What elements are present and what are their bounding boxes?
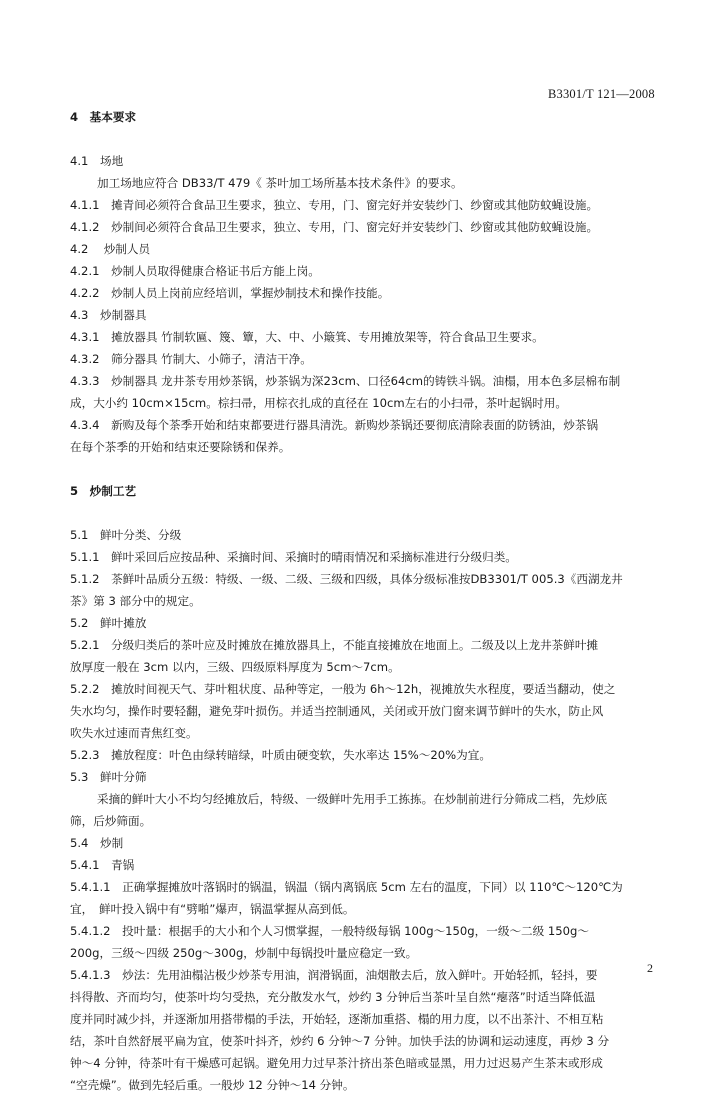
text-line: 5.4.1.1 正确掌握摊放叶落锅时的锅温，锅温（锅内离锅底 5cm 左右的温度，下同）以 110℃～120℃为 [70, 880, 623, 894]
text-line: 5.2.2 摊放时间视天气、芽叶粗状度、品种等定，一般为 6h～12h，视摊放失水程度，要适当翻动，使之 [70, 682, 616, 696]
text-line: 4.1.2 炒制间必须符合食品卫生要求，独立、专用，门、窗完好并安装纱门、纱窗或其他防蚊蝇设施。 [70, 220, 599, 234]
text-line: 加工场地应符合 DB33/T 479《 茶叶加工场所基本技术条件》的要求。 [97, 176, 463, 190]
text-line: 度并同时减少抖，并逐渐加用搭带榻的手法，开始轻，逐渐加重搭、榻的用力度，以不出茶汁、不相互粘 [70, 1012, 604, 1026]
spacer [70, 502, 660, 524]
text-line: 钟～4 分钟，待茶叶有干燥感可起锅。避免用力过早茶汁挤出茶色暗或显黑，用力过迟易产生茶末或形成 [70, 1056, 603, 1070]
text-line: 4.2 炒制人员 [70, 242, 151, 256]
text-line: 5.4.1.3 炒法：先用油榻沾极少炒茶专用油，润滑锅面，油烟散去后，放入鲜叶。开始轻抓，轻抖，要 [70, 968, 598, 982]
text-line: 采摘的鲜叶大小不均匀经摊放后，特级、一级鲜叶先用手工拣拣。在炒制前进行分筛成二档，先炒底 [97, 792, 608, 806]
text-line: 4.2.1 炒制人员取得健康合格证书后方能上岗。 [70, 264, 320, 278]
text-line: 5.1 鲜叶分类、分级 [70, 528, 182, 542]
spacer [70, 128, 660, 150]
text-line: 5.4.1 青锅 [70, 858, 135, 872]
text-line: 结，茶叶自然舒展平扁为宜，使茶叶抖齐，炒约 6 分钟～7 分钟。加快手法的协调和运动速度，再炒 3 分 [70, 1034, 610, 1048]
text-line: 抖得散、齐而均匀，使茶叶均匀受热，充分散发水气，炒约 3 分钟后当茶叶呈自然“瘪落”时适当降低温 [70, 990, 596, 1004]
section-heading: 5 炒制工艺 [70, 484, 137, 498]
text-line: 4.1 场地 [70, 154, 124, 168]
text-line: 5.2.3 摊放程度：叶色由绿转暗绿，叶质由硬变软，失水率达 15%～20%为宜。 [70, 748, 491, 762]
text-line: 4.3 炒制器具 [70, 308, 147, 322]
section-heading: 4 基本要求 [70, 110, 137, 124]
document-code: B3301/T 121—2008 [548, 87, 655, 101]
text-line: 200g，三级～四级 250g～300g，炒制中每锅投叶量应稳定一致。 [70, 946, 418, 960]
text-line: 成，大小约 10cm×15cm。棕扫帚，用棕衣扎成的直径在 10cm左右的小扫帚，茶叶起锅时用。 [70, 396, 567, 410]
text-line: 5.1.2 茶鲜叶品质分五级：特级、一级、二级、三级和四级，具体分级标准按DB3301/T 005.3《西湖龙井 [70, 572, 623, 586]
text-line: 吹失水过速而青焦红变。 [70, 726, 198, 740]
text-line: 5.2 鲜叶摊放 [70, 616, 147, 630]
text-line: 5.4.1.2 投叶量：根据手的大小和个人习惯掌握，一般特级每锅 100g～150g，一级～二级 150g～ [70, 924, 589, 938]
text-line: 茶》第 3 部分中的规定。 [70, 594, 201, 608]
document-body [70, 106, 660, 1096]
text-line: 筛，后炒筛面。 [70, 814, 152, 828]
text-line: 在每个茶季的开始和结束还要除锈和保养。 [70, 440, 291, 454]
text-line: 4.2.2 炒制人员上岗前应经培训，掌握炒制技术和操作技能。 [70, 286, 390, 300]
text-line: 5.2.1 分级归类后的茶叶应及时摊放在摊放器具上，不能直接摊放在地面上。二级及以上龙井茶鲜叶摊 [70, 638, 599, 652]
text-line: 放厚度一般在 3cm 以内，三级、四级原料厚度为 5cm～7cm。 [70, 660, 400, 674]
spacer [70, 458, 660, 480]
text-line: 4.3.4 新购及每个茶季开始和结束都要进行器具清洗。新购炒茶锅还要彻底清除表面的防锈油，炒茶锅 [70, 418, 599, 432]
text-line: 5.3 鲜叶分筛 [70, 770, 147, 784]
text-line: 5.1.1 鲜叶采回后应按品种、采摘时间、采摘时的晴雨情况和采摘标准进行分级归类。 [70, 550, 517, 564]
text-line: 4.3.1 摊放器具 竹制软匾、篾、簟，大、中、小簸箕、专用摊放架等，符合食品卫生要求。 [70, 330, 544, 344]
text-line: 4.1.1 摊青间必须符合食品卫生要求，独立、专用，门、窗完好并安装纱门、纱窗或其他防蚊蝇设施。 [70, 198, 599, 212]
text-line: 4.3.2 筛分器具 竹制大、小筛子，清洁干净。 [70, 352, 312, 366]
text-line: 宜， 鲜叶投入锅中有“劈啪”爆声，锅温掌握从高到低。 [70, 902, 355, 916]
text-line: 4.3.3 炒制器具 龙井茶专用炒茶锅，炒茶锅为深23cm、口径64cm的铸铁斗锅。油榻，用本色多层棉布制 [70, 374, 621, 388]
text-line: 失水均匀，操作时要轻翻，避免芽叶损伤。并适当控制通风，关闭或开放门窗来调节鲜叶的失水，防止风 [70, 704, 604, 718]
page-number: 2 [647, 961, 653, 975]
text-line: “空壳燥”。做到先轻后重。一般炒 12 分钟～14 分钟。 [70, 1078, 355, 1092]
text-line: 5.4 炒制 [70, 836, 124, 850]
